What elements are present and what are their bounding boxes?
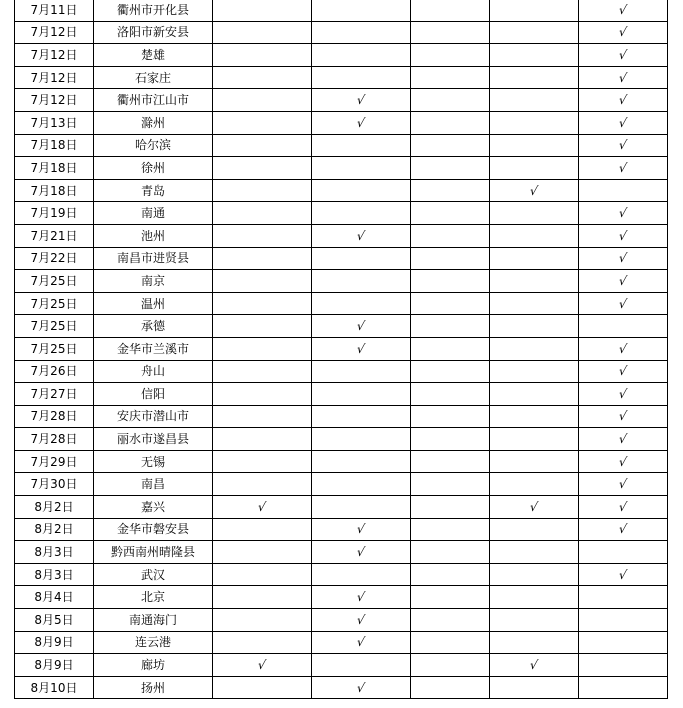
mark-cell[interactable]	[312, 428, 411, 451]
mark-cell[interactable]	[411, 541, 490, 564]
check-mark-icon: √	[617, 273, 629, 288]
mark-cell[interactable]	[490, 66, 579, 89]
check-mark-icon: √	[617, 228, 629, 243]
mark-cell[interactable]	[579, 496, 668, 519]
check-mark-icon: √	[355, 319, 367, 334]
mark-cell[interactable]	[579, 270, 668, 293]
mark-cell[interactable]	[213, 518, 312, 541]
mark-cell[interactable]	[490, 405, 579, 428]
mark-cell[interactable]	[490, 247, 579, 270]
place-cell[interactable]: 温州	[94, 292, 213, 315]
check-mark-icon: √	[617, 386, 629, 401]
mark-cell[interactable]	[213, 405, 312, 428]
check-mark-icon: √	[617, 93, 629, 108]
mark-cell[interactable]	[490, 315, 579, 338]
mark-cell[interactable]	[490, 134, 579, 157]
place-cell[interactable]: 洛阳市新安县	[94, 21, 213, 44]
table-row	[15, 134, 668, 157]
check-mark-icon: √	[528, 658, 540, 673]
mark-cell[interactable]	[312, 337, 411, 360]
mark-cell[interactable]	[312, 473, 411, 496]
table-row	[15, 224, 668, 247]
mark-cell[interactable]	[411, 247, 490, 270]
date-cell[interactable]: 8月9日	[15, 654, 94, 677]
mark-cell[interactable]	[579, 66, 668, 89]
place-cell[interactable]: 南通	[94, 202, 213, 225]
date-cell[interactable]: 7月12日	[15, 66, 94, 89]
mark-cell[interactable]	[490, 541, 579, 564]
place-cell[interactable]: 石家庄	[94, 66, 213, 89]
mark-cell[interactable]	[411, 676, 490, 699]
mark-cell[interactable]	[312, 157, 411, 180]
mark-cell[interactable]	[213, 428, 312, 451]
place-cell[interactable]: 黔西南州晴隆县	[94, 541, 213, 564]
mark-cell[interactable]	[213, 134, 312, 157]
table-row	[15, 247, 668, 270]
check-mark-icon: √	[256, 499, 268, 514]
mark-cell[interactable]	[213, 383, 312, 406]
mark-cell[interactable]	[579, 563, 668, 586]
table-row	[15, 360, 668, 383]
mark-cell[interactable]	[312, 496, 411, 519]
mark-cell[interactable]	[579, 654, 668, 677]
mark-cell[interactable]	[490, 450, 579, 473]
check-mark-icon: √	[355, 228, 367, 243]
mark-cell[interactable]	[213, 496, 312, 519]
date-cell[interactable]: 7月25日	[15, 337, 94, 360]
mark-cell[interactable]	[213, 0, 312, 21]
date-cell[interactable]: 7月26日	[15, 360, 94, 383]
mark-cell[interactable]	[411, 0, 490, 21]
mark-cell[interactable]	[411, 473, 490, 496]
mark-cell[interactable]	[411, 44, 490, 67]
check-mark-icon: √	[355, 115, 367, 130]
table-row	[15, 292, 668, 315]
mark-cell[interactable]	[213, 89, 312, 112]
check-mark-icon: √	[617, 2, 629, 17]
mark-cell[interactable]	[312, 654, 411, 677]
date-cell[interactable]: 7月22日	[15, 247, 94, 270]
mark-cell[interactable]	[490, 609, 579, 632]
check-mark-icon: √	[355, 522, 367, 537]
check-mark-icon: √	[617, 206, 629, 221]
check-mark-icon: √	[617, 296, 629, 311]
mark-cell[interactable]	[579, 676, 668, 699]
table-row	[15, 676, 668, 699]
place-cell[interactable]: 衢州市开化县	[94, 0, 213, 21]
place-cell[interactable]: 承德	[94, 315, 213, 338]
check-mark-icon: √	[617, 364, 629, 379]
check-mark-icon: √	[355, 341, 367, 356]
mark-cell[interactable]	[579, 134, 668, 157]
mark-cell[interactable]	[579, 157, 668, 180]
mark-cell[interactable]	[579, 541, 668, 564]
mark-cell[interactable]	[411, 21, 490, 44]
mark-cell[interactable]	[490, 631, 579, 654]
mark-cell[interactable]	[490, 518, 579, 541]
mark-cell[interactable]	[312, 631, 411, 654]
mark-cell[interactable]	[411, 270, 490, 293]
mark-cell[interactable]	[213, 360, 312, 383]
table-row	[15, 405, 668, 428]
mark-cell[interactable]	[312, 0, 411, 21]
mark-cell[interactable]	[312, 518, 411, 541]
place-cell[interactable]: 南昌市进贤县	[94, 247, 213, 270]
check-mark-icon: √	[355, 545, 367, 560]
mark-cell[interactable]	[312, 224, 411, 247]
mark-cell[interactable]	[411, 383, 490, 406]
mark-cell[interactable]	[411, 111, 490, 134]
table-row	[15, 337, 668, 360]
table-row	[15, 315, 668, 338]
mark-cell[interactable]	[213, 473, 312, 496]
mark-cell[interactable]	[411, 563, 490, 586]
mark-cell[interactable]	[411, 654, 490, 677]
date-cell[interactable]: 7月19日	[15, 202, 94, 225]
mark-cell[interactable]	[213, 44, 312, 67]
place-cell[interactable]: 哈尔滨	[94, 134, 213, 157]
place-cell[interactable]: 南京	[94, 270, 213, 293]
mark-cell[interactable]	[312, 89, 411, 112]
mark-cell[interactable]	[312, 405, 411, 428]
date-cell[interactable]: 7月12日	[15, 44, 94, 67]
place-cell[interactable]: 信阳	[94, 383, 213, 406]
place-cell[interactable]: 嘉兴	[94, 496, 213, 519]
mark-cell[interactable]	[579, 473, 668, 496]
mark-cell[interactable]	[312, 450, 411, 473]
mark-cell[interactable]	[213, 21, 312, 44]
table-row	[15, 0, 668, 21]
date-cell[interactable]: 7月12日	[15, 89, 94, 112]
place-cell[interactable]: 池州	[94, 224, 213, 247]
mark-cell[interactable]	[411, 631, 490, 654]
outbreak-table	[14, 0, 668, 699]
place-cell[interactable]: 丽水市遂昌县	[94, 428, 213, 451]
place-cell[interactable]: 安庆市潜山市	[94, 405, 213, 428]
mark-cell[interactable]	[213, 157, 312, 180]
mark-cell[interactable]	[579, 0, 668, 21]
mark-cell[interactable]	[579, 609, 668, 632]
mark-cell[interactable]	[579, 224, 668, 247]
mark-cell[interactable]	[490, 654, 579, 677]
mark-cell[interactable]	[490, 157, 579, 180]
mark-cell[interactable]	[579, 44, 668, 67]
mark-cell[interactable]	[490, 89, 579, 112]
mark-cell[interactable]	[490, 224, 579, 247]
mark-cell[interactable]	[213, 202, 312, 225]
mark-cell[interactable]	[579, 247, 668, 270]
mark-cell[interactable]	[490, 111, 579, 134]
date-cell[interactable]: 7月18日	[15, 179, 94, 202]
table-row	[15, 383, 668, 406]
mark-cell[interactable]	[312, 202, 411, 225]
table-row	[15, 631, 668, 654]
mark-cell[interactable]	[411, 66, 490, 89]
place-cell[interactable]: 无锡	[94, 450, 213, 473]
table-row	[15, 202, 668, 225]
mark-cell[interactable]	[490, 337, 579, 360]
date-cell[interactable]: 7月28日	[15, 405, 94, 428]
mark-cell[interactable]	[213, 563, 312, 586]
mark-cell[interactable]	[579, 383, 668, 406]
check-mark-icon: √	[617, 522, 629, 537]
mark-cell[interactable]	[411, 89, 490, 112]
table-row	[15, 654, 668, 677]
date-cell[interactable]: 8月4日	[15, 586, 94, 609]
check-mark-icon: √	[617, 138, 629, 153]
mark-cell[interactable]	[312, 66, 411, 89]
mark-cell[interactable]	[213, 111, 312, 134]
date-cell[interactable]: 7月29日	[15, 450, 94, 473]
date-cell[interactable]: 7月28日	[15, 428, 94, 451]
date-cell[interactable]: 8月3日	[15, 541, 94, 564]
mark-cell[interactable]	[579, 179, 668, 202]
check-mark-icon: √	[355, 612, 367, 627]
mark-cell[interactable]	[213, 541, 312, 564]
table-row	[15, 518, 668, 541]
place-cell[interactable]: 北京	[94, 586, 213, 609]
mark-cell[interactable]	[213, 270, 312, 293]
mark-cell[interactable]	[490, 270, 579, 293]
mark-cell[interactable]	[312, 360, 411, 383]
check-mark-icon: √	[617, 70, 629, 85]
place-cell[interactable]: 武汉	[94, 563, 213, 586]
mark-cell[interactable]	[411, 202, 490, 225]
mark-cell[interactable]	[411, 518, 490, 541]
place-cell[interactable]: 金华市兰溪市	[94, 337, 213, 360]
date-cell[interactable]: 8月2日	[15, 496, 94, 519]
table-row	[15, 563, 668, 586]
place-cell[interactable]: 金华市磐安县	[94, 518, 213, 541]
mark-cell[interactable]	[312, 270, 411, 293]
date-cell[interactable]: 7月30日	[15, 473, 94, 496]
mark-cell[interactable]	[490, 21, 579, 44]
date-cell[interactable]: 7月18日	[15, 157, 94, 180]
mark-cell[interactable]	[213, 654, 312, 677]
date-cell[interactable]: 7月27日	[15, 383, 94, 406]
mark-cell[interactable]	[579, 292, 668, 315]
mark-cell[interactable]	[411, 586, 490, 609]
mark-cell[interactable]	[579, 518, 668, 541]
check-mark-icon: √	[617, 567, 629, 582]
mark-cell[interactable]	[411, 609, 490, 632]
check-mark-icon: √	[617, 115, 629, 130]
place-cell[interactable]: 南昌	[94, 473, 213, 496]
date-cell[interactable]: 8月10日	[15, 676, 94, 699]
mark-cell[interactable]	[490, 360, 579, 383]
mark-cell[interactable]	[213, 337, 312, 360]
mark-cell[interactable]	[579, 631, 668, 654]
mark-cell[interactable]	[490, 0, 579, 21]
mark-cell[interactable]	[312, 111, 411, 134]
place-cell[interactable]: 楚雄	[94, 44, 213, 67]
table-row	[15, 89, 668, 112]
check-mark-icon: √	[355, 93, 367, 108]
place-cell[interactable]: 衢州市江山市	[94, 89, 213, 112]
mark-cell[interactable]	[312, 134, 411, 157]
check-mark-icon: √	[617, 409, 629, 424]
check-mark-icon: √	[528, 183, 540, 198]
mark-cell[interactable]	[490, 383, 579, 406]
table-row	[15, 428, 668, 451]
mark-cell[interactable]	[411, 224, 490, 247]
check-mark-icon: √	[617, 432, 629, 447]
mark-cell[interactable]	[579, 428, 668, 451]
mark-cell[interactable]	[490, 202, 579, 225]
check-mark-icon: √	[617, 25, 629, 40]
mark-cell[interactable]	[411, 179, 490, 202]
date-cell[interactable]: 8月3日	[15, 563, 94, 586]
mark-cell[interactable]	[490, 496, 579, 519]
mark-cell[interactable]	[411, 450, 490, 473]
mark-cell[interactable]	[579, 450, 668, 473]
place-cell[interactable]: 扬州	[94, 676, 213, 699]
table-row	[15, 541, 668, 564]
mark-cell[interactable]	[411, 496, 490, 519]
mark-cell[interactable]	[411, 134, 490, 157]
mark-cell[interactable]	[579, 89, 668, 112]
mark-cell[interactable]	[312, 315, 411, 338]
mark-cell[interactable]	[213, 586, 312, 609]
table-row	[15, 44, 668, 67]
mark-cell[interactable]	[213, 66, 312, 89]
check-mark-icon: √	[617, 499, 629, 514]
mark-cell[interactable]	[312, 586, 411, 609]
place-cell[interactable]: 连云港	[94, 631, 213, 654]
mark-cell[interactable]	[579, 21, 668, 44]
mark-cell[interactable]	[490, 428, 579, 451]
place-cell[interactable]: 徐州	[94, 157, 213, 180]
date-cell[interactable]: 7月25日	[15, 270, 94, 293]
mark-cell[interactable]	[213, 450, 312, 473]
date-cell[interactable]: 7月25日	[15, 292, 94, 315]
mark-cell[interactable]	[213, 676, 312, 699]
table-row	[15, 21, 668, 44]
check-mark-icon: √	[617, 477, 629, 492]
date-cell[interactable]: 7月13日	[15, 111, 94, 134]
date-cell[interactable]: 7月18日	[15, 134, 94, 157]
place-cell[interactable]: 舟山	[94, 360, 213, 383]
mark-cell[interactable]	[312, 247, 411, 270]
table-row	[15, 66, 668, 89]
table-body	[15, 0, 668, 699]
mark-cell[interactable]	[312, 179, 411, 202]
place-cell[interactable]: 青岛	[94, 179, 213, 202]
date-cell[interactable]: 8月5日	[15, 609, 94, 632]
date-cell[interactable]: 8月9日	[15, 631, 94, 654]
mark-cell[interactable]	[213, 247, 312, 270]
mark-cell[interactable]	[312, 21, 411, 44]
mark-cell[interactable]	[312, 44, 411, 67]
mark-cell[interactable]	[490, 292, 579, 315]
mark-cell[interactable]	[579, 315, 668, 338]
mark-cell[interactable]	[312, 541, 411, 564]
mark-cell[interactable]	[213, 315, 312, 338]
table-row	[15, 609, 668, 632]
check-mark-icon: √	[355, 590, 367, 605]
mark-cell[interactable]	[490, 563, 579, 586]
check-mark-icon: √	[617, 341, 629, 356]
mark-cell[interactable]	[579, 405, 668, 428]
table-row	[15, 179, 668, 202]
mark-cell[interactable]	[213, 292, 312, 315]
mark-cell[interactable]	[579, 337, 668, 360]
mark-cell[interactable]	[490, 179, 579, 202]
place-cell[interactable]: 南通海门	[94, 609, 213, 632]
table-row	[15, 586, 668, 609]
mark-cell[interactable]	[579, 202, 668, 225]
check-mark-icon: √	[617, 251, 629, 266]
date-cell[interactable]: 7月25日	[15, 315, 94, 338]
mark-cell[interactable]	[312, 383, 411, 406]
table-row	[15, 473, 668, 496]
mark-cell[interactable]	[312, 292, 411, 315]
mark-cell[interactable]	[312, 609, 411, 632]
mark-cell[interactable]	[490, 676, 579, 699]
mark-cell[interactable]	[411, 292, 490, 315]
mark-cell[interactable]	[213, 631, 312, 654]
table-row	[15, 450, 668, 473]
table-row	[15, 157, 668, 180]
mark-cell[interactable]	[411, 157, 490, 180]
check-mark-icon: √	[617, 47, 629, 62]
check-mark-icon: √	[528, 499, 540, 514]
mark-cell[interactable]	[213, 224, 312, 247]
check-mark-icon: √	[256, 658, 268, 673]
mark-cell[interactable]	[312, 563, 411, 586]
check-mark-icon: √	[355, 680, 367, 695]
place-cell[interactable]: 廊坊	[94, 654, 213, 677]
date-cell[interactable]: 7月11日	[15, 0, 94, 21]
place-cell[interactable]: 滁州	[94, 111, 213, 134]
date-cell[interactable]: 7月21日	[15, 224, 94, 247]
check-mark-icon: √	[355, 635, 367, 650]
table-row	[15, 496, 668, 519]
mark-cell[interactable]	[579, 360, 668, 383]
check-mark-icon: √	[617, 454, 629, 469]
mark-cell[interactable]	[213, 609, 312, 632]
mark-cell[interactable]	[490, 44, 579, 67]
mark-cell[interactable]	[312, 676, 411, 699]
date-cell[interactable]: 8月2日	[15, 518, 94, 541]
mark-cell[interactable]	[490, 473, 579, 496]
mark-cell[interactable]	[411, 428, 490, 451]
mark-cell[interactable]	[411, 405, 490, 428]
mark-cell[interactable]	[411, 337, 490, 360]
check-mark-icon: √	[617, 160, 629, 175]
mark-cell[interactable]	[411, 315, 490, 338]
mark-cell[interactable]	[411, 360, 490, 383]
mark-cell[interactable]	[213, 179, 312, 202]
table-row	[15, 111, 668, 134]
mark-cell[interactable]	[579, 111, 668, 134]
table-row	[15, 270, 668, 293]
mark-cell[interactable]	[490, 586, 579, 609]
date-cell[interactable]: 7月12日	[15, 21, 94, 44]
mark-cell[interactable]	[579, 586, 668, 609]
